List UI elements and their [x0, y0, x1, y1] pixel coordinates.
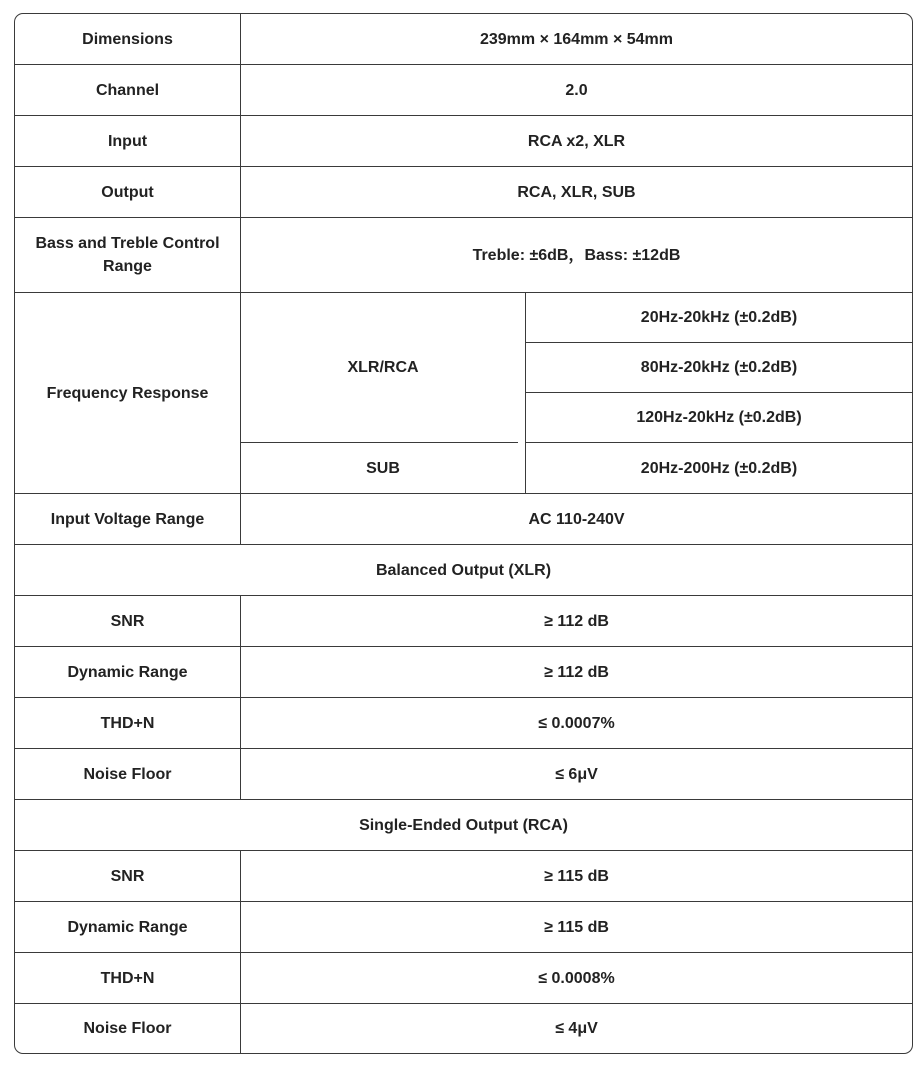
spec-table — [14, 13, 913, 1054]
frequency-response-label: Frequency Response — [46, 384, 209, 402]
input-value: RCA x2, XLR — [527, 132, 626, 150]
balanced-dynamic-range-label: Dynamic Range — [67, 663, 188, 681]
freq-xlr-rca-value-3: 120Hz-20kHz (±0.2dB) — [636, 409, 802, 426]
output-value: RCA, XLR, SUB — [517, 183, 636, 201]
balanced-thdn-label: THD+N — [100, 714, 155, 732]
balanced-noise-floor-value: ≤ 6μV — [555, 765, 598, 783]
output-label: Output — [101, 183, 154, 201]
single-ended-noise-floor-value: ≤ 4μV — [555, 1020, 598, 1037]
single-ended-noise-floor-label: Noise Floor — [83, 1020, 172, 1037]
balanced-dynamic-range-value: ≥ 112 dB — [544, 663, 609, 681]
freq-xlr-rca-value-2: 80Hz-20kHz (±0.2dB) — [640, 359, 798, 376]
dimensions-label: Dimensions — [82, 30, 173, 48]
freq-xlr-rca-value-1: 20Hz-20kHz (±0.2dB) — [640, 309, 798, 326]
freq-sub-label: SUB — [366, 459, 400, 477]
balanced-thdn-value: ≤ 0.0007% — [538, 714, 615, 732]
input-voltage-value: AC 110-240V — [528, 510, 625, 528]
freq-xlr-rca-label: XLR/RCA — [347, 359, 419, 376]
single-ended-snr-label: SNR — [110, 867, 145, 885]
single-ended-dynamic-range-label: Dynamic Range — [67, 918, 188, 936]
input-voltage-label: Input Voltage Range — [50, 510, 205, 528]
single-ended-snr-value: ≥ 115 dB — [544, 867, 609, 885]
single-ended-thdn-value: ≤ 0.0008% — [538, 969, 615, 987]
channel-value: 2.0 — [565, 81, 588, 99]
balanced-snr-label: SNR — [110, 612, 145, 630]
channel-label: Channel — [95, 81, 160, 99]
dimensions-value: 239mm × 164mm × 54mm — [479, 30, 673, 48]
single-ended-thdn-label: THD+N — [100, 969, 155, 987]
input-label: Input — [107, 132, 148, 150]
balanced-noise-floor-label: Noise Floor — [83, 765, 172, 783]
single-ended-output-header: Single-Ended Output (RCA) — [359, 816, 568, 834]
single-ended-dynamic-range-value: ≥ 115 dB — [544, 918, 609, 936]
freq-sub-value: 20Hz-200Hz (±0.2dB) — [640, 459, 798, 477]
balanced-output-header: Balanced Output (XLR) — [375, 561, 552, 579]
bass-treble-value: Treble: ±6dB，Bass: ±12dB — [472, 246, 681, 264]
bass-treble-label: Bass and Treble Control Range — [35, 235, 220, 275]
balanced-snr-value: ≥ 112 dB — [544, 612, 609, 630]
